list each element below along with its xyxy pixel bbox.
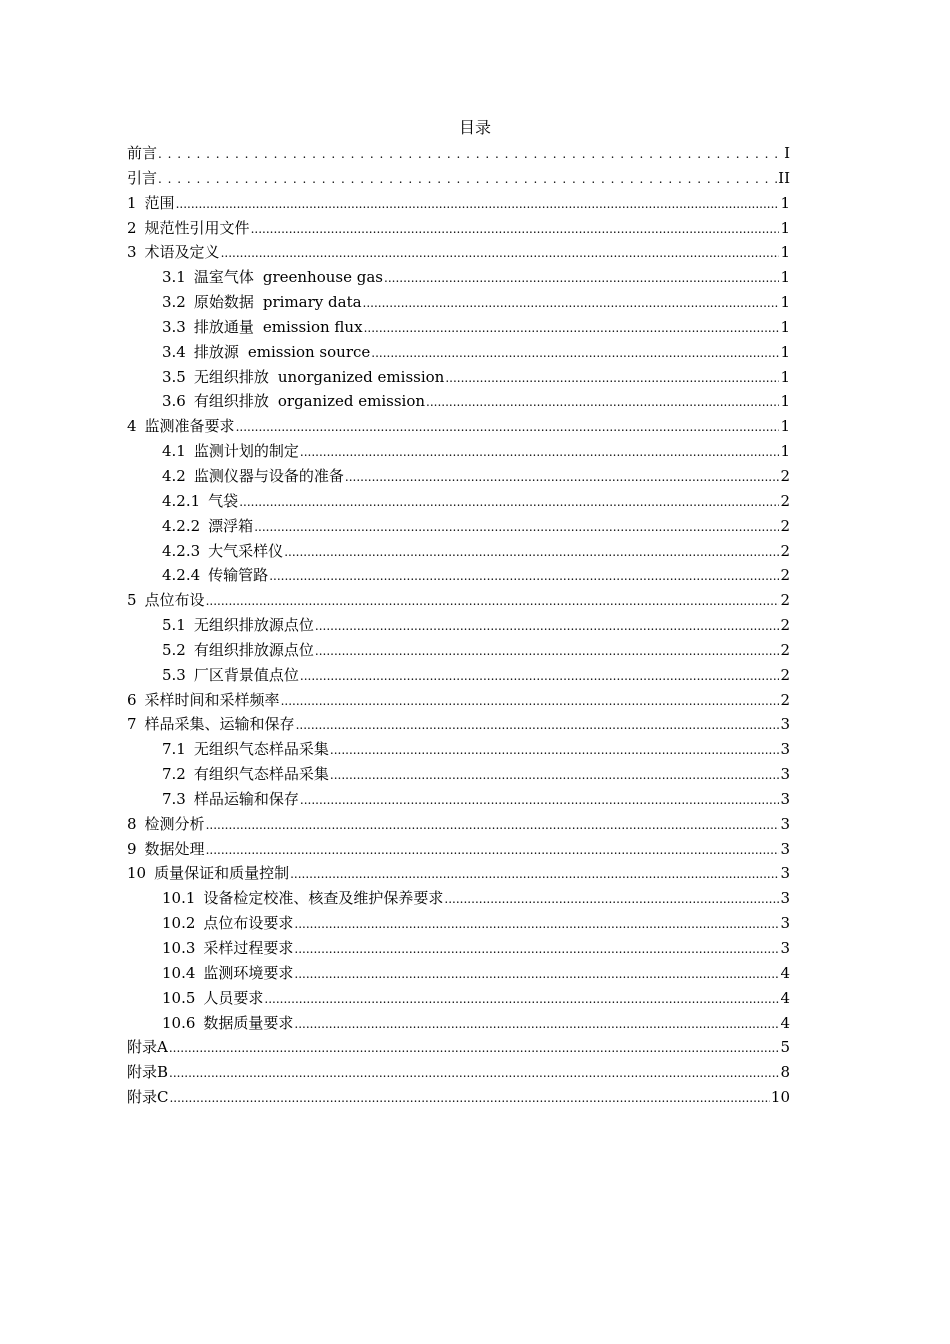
toc-entry-page: 1 [780, 243, 790, 262]
toc-entry-page: 3 [780, 789, 790, 808]
toc-entry-number: 4.2.4 [162, 566, 201, 585]
toc-entry[interactable] [127, 265, 790, 290]
toc-entry-page: 3 [780, 889, 790, 908]
toc-entry-text [127, 837, 205, 862]
toc-entry-title: 设备检定校准、核查及维护保养要求 [203, 889, 444, 908]
dot-leader [315, 614, 780, 639]
toc-entry-page: 2 [780, 566, 790, 585]
dot-leader [426, 390, 779, 415]
toc-entry-number: 4.2 [162, 466, 186, 485]
toc-entry-number: 3 [127, 243, 137, 262]
toc-entry-page: 8 [780, 1063, 790, 1082]
toc-entry-title: 点位布设 [144, 591, 205, 610]
dot-leader [290, 862, 779, 887]
toc-entry-page: 3 [780, 939, 790, 957]
toc-entry-page: 2 [780, 491, 790, 510]
dot-leader [294, 937, 779, 962]
toc-entry-number: 6 [127, 690, 137, 709]
dot-leader [384, 266, 779, 291]
toc-entry-page: 1 [780, 392, 790, 411]
toc-entry[interactable] [127, 539, 790, 564]
dot-leader [251, 217, 780, 242]
toc-entry-text [162, 762, 329, 787]
toc-entry-text [162, 886, 443, 911]
toc-entry-number: 10.3 [162, 939, 196, 957]
toc-entry-page: 1 [780, 218, 790, 237]
dot-leader [169, 1036, 780, 1061]
toc-entry-page: 1 [780, 293, 790, 312]
toc-entry-title-en: greenhouse gas [262, 268, 383, 287]
toc-entry-text [127, 166, 157, 191]
toc-entry-page: 1 [780, 442, 790, 461]
toc-entry[interactable] [127, 787, 790, 812]
toc-entry-page: 1 [780, 317, 790, 336]
dot-leader [445, 366, 779, 391]
toc-entry-page: 5 [780, 1038, 790, 1057]
toc-entry[interactable] [127, 961, 790, 986]
toc-entry-page: 4 [780, 963, 790, 982]
dot-leader [239, 490, 779, 515]
toc-entry-page: 2 [780, 690, 790, 709]
toc-entry-text [162, 911, 293, 936]
toc-entry-title: 人员要求 [203, 988, 264, 1007]
toc-entry-number: 3.5 [162, 367, 186, 386]
toc-entry-number: 3.6 [162, 392, 186, 411]
dot-leader [294, 1012, 779, 1037]
toc-entry[interactable] [127, 563, 790, 588]
toc-entry-text [127, 812, 205, 837]
toc-entry-number: 7.3 [162, 789, 186, 808]
dot-leader [236, 415, 780, 440]
dot-leader [444, 887, 779, 912]
toc-entry-title: 数据处理 [144, 839, 205, 858]
table-of-contents [127, 141, 790, 1110]
toc-entry-title: 无组织气态样品采集 [193, 740, 329, 759]
dot-leader [284, 540, 779, 565]
toc-entry-title: 监测仪器与设备的准备 [193, 466, 344, 485]
toc-entry-number: 5.1 [162, 616, 186, 635]
toc-entry-text [162, 986, 263, 1011]
toc-entry-page: 1 [780, 193, 790, 212]
toc-entry-number: 10.5 [162, 988, 196, 1007]
toc-entry-number: 10 [127, 864, 147, 883]
dot-leader [315, 639, 780, 664]
toc-entry[interactable] [127, 861, 790, 886]
toc-entry-title: 样品采集、运输和保存 [144, 715, 295, 734]
toc-entry[interactable] [127, 365, 790, 390]
toc-entry-text [127, 141, 157, 166]
dot-leader [294, 962, 779, 987]
toc-entry-title: 传输管路 [208, 566, 269, 585]
toc-entry[interactable] [127, 837, 790, 862]
toc-entry-number: 8 [127, 814, 137, 833]
toc-entry-title-en: organized emission [277, 392, 426, 411]
toc-entry-text [127, 191, 175, 216]
toc-entry[interactable] [127, 240, 790, 265]
dot-leader [158, 167, 777, 192]
toc-entry-title: 监测计划的制定 [193, 442, 299, 461]
toc-entry-page: 3 [780, 864, 790, 883]
toc-entry-page: 2 [780, 516, 790, 535]
toc-entry[interactable] [127, 1011, 790, 1036]
dot-leader [300, 664, 780, 689]
dot-leader [206, 589, 780, 614]
toc-entry-page: 2 [780, 616, 790, 635]
dot-leader [345, 465, 780, 490]
toc-entry[interactable] [127, 166, 790, 191]
toc-entry-page: 3 [780, 765, 790, 784]
toc-entry-page: 3 [780, 814, 790, 833]
toc-entry-number: 4 [127, 417, 137, 436]
toc-entry[interactable] [127, 886, 790, 911]
toc-entry-text [162, 464, 344, 489]
toc-entry-title: 监测准备要求 [144, 417, 235, 436]
toc-entry-title: 监测环境要求 [203, 963, 294, 982]
toc-entry-text [127, 216, 250, 241]
toc-entry-text [127, 414, 235, 439]
toc-entry-number: 3.1 [162, 268, 186, 287]
toc-entry[interactable] [127, 638, 790, 663]
toc-entry-number: 1 [127, 193, 137, 212]
toc-entry[interactable] [127, 737, 790, 762]
dot-leader [206, 838, 780, 863]
toc-entry-page: 10 [770, 1088, 790, 1107]
toc-entry-text [127, 1035, 168, 1060]
toc-entry-page: 3 [780, 839, 790, 858]
dot-leader [300, 440, 780, 465]
toc-entry-title: 前言 [127, 144, 158, 162]
dot-leader [158, 142, 783, 167]
toc-entry-text [127, 1060, 168, 1085]
toc-entry-page: 3 [780, 715, 790, 734]
toc-entry-text [162, 365, 444, 390]
toc-entry-number: 10.4 [162, 963, 196, 982]
toc-entry-number: 9 [127, 839, 137, 858]
dot-leader [169, 1061, 779, 1086]
toc-entry-page: I [784, 144, 790, 162]
toc-entry-title-en: unorganized emission [277, 367, 445, 386]
dot-leader [176, 192, 780, 217]
toc-entry-text [127, 861, 289, 886]
toc-entry-text [162, 439, 299, 464]
toc-entry-title: 规范性引用文件 [144, 218, 250, 237]
dot-leader [294, 912, 779, 937]
dot-leader [330, 738, 780, 763]
toc-entry-number: 3.2 [162, 293, 186, 312]
toc-entry-page: 1 [780, 417, 790, 436]
toc-entry-title-en: emission source [247, 342, 371, 361]
toc-entry-page: 2 [780, 466, 790, 485]
toc-entry-title: 温室气体 [193, 268, 254, 287]
dot-leader [363, 291, 780, 316]
toc-entry[interactable] [127, 1085, 790, 1110]
toc-entry[interactable] [127, 936, 790, 961]
toc-entry-text [162, 563, 268, 588]
toc-entry-text [162, 787, 299, 812]
toc-entry-text [162, 737, 329, 762]
toc-entry-title: 气袋 [208, 491, 239, 510]
dot-leader [364, 316, 780, 341]
toc-entry-page: 4 [780, 1013, 790, 1032]
toc-entry-title: 无组织排放源点位 [193, 616, 314, 635]
toc-entry-text [162, 936, 293, 961]
toc-entry-title: 排放源 [193, 342, 239, 361]
toc-entry[interactable] [127, 688, 790, 713]
toc-entry-title: 数据质量要求 [203, 1013, 294, 1032]
toc-entry-title: 无组织排放 [193, 367, 269, 386]
toc-entry-number: 7.2 [162, 765, 186, 784]
toc-entry-number: 10.6 [162, 1013, 196, 1032]
toc-entry-title: 附录A [127, 1038, 168, 1057]
toc-entry-number: 4.1 [162, 442, 186, 461]
dot-leader [330, 763, 780, 788]
toc-entry-number: 4.2.2 [162, 516, 201, 535]
toc-entry-number: 10.2 [162, 914, 196, 933]
toc-entry[interactable] [127, 464, 790, 489]
toc-entry-text [162, 340, 370, 365]
dot-leader [296, 713, 780, 738]
toc-entry[interactable] [127, 340, 790, 365]
dot-leader [264, 987, 779, 1012]
toc-entry-number: 3.3 [162, 317, 186, 336]
toc-entry-page: 3 [780, 914, 790, 933]
dot-leader [206, 813, 780, 838]
toc-entry-number: 7.1 [162, 740, 186, 759]
toc-entry-text [127, 588, 205, 613]
toc-entry-title: 有组织排放 [193, 392, 269, 411]
toc-entry-title: 术语及定义 [144, 243, 220, 262]
toc-entry-title: 漂浮箱 [208, 516, 254, 535]
toc-entry[interactable] [127, 191, 790, 216]
toc-entry-title: 样品运输和保存 [193, 789, 299, 808]
toc-entry-number: 3.4 [162, 342, 186, 361]
toc-entry[interactable] [127, 290, 790, 315]
toc-entry[interactable] [127, 762, 790, 787]
toc-entry-page: 1 [780, 367, 790, 386]
toc-entry[interactable] [127, 663, 790, 688]
toc-entry[interactable] [127, 514, 790, 539]
toc-entry-number: 10.1 [162, 889, 196, 908]
toc-entry-title: 质量保证和质量控制 [154, 864, 290, 883]
toc-entry-title: 排放通量 [193, 317, 254, 336]
toc-entry[interactable] [127, 911, 790, 936]
toc-entry-page: 2 [780, 640, 790, 659]
toc-entry-text [127, 240, 220, 265]
dot-leader [281, 689, 780, 714]
toc-entry[interactable] [127, 1060, 790, 1085]
toc-entry-title: 采样过程要求 [203, 939, 294, 957]
toc-entry[interactable] [127, 712, 790, 737]
toc-entry-text [162, 1011, 293, 1036]
toc-entry[interactable] [127, 613, 790, 638]
toc-entry-page: 1 [780, 268, 790, 287]
toc-entry[interactable] [127, 588, 790, 613]
toc-entry-title-en: primary data [262, 293, 362, 312]
toc-entry-text [162, 539, 283, 564]
toc-entry-title: 附录B [127, 1063, 169, 1082]
toc-entry-title: 检测分析 [144, 814, 205, 833]
dot-leader [300, 788, 780, 813]
toc-entry[interactable] [127, 439, 790, 464]
toc-entry[interactable] [127, 489, 790, 514]
toc-entry-page: II [778, 168, 790, 187]
toc-entry-text [162, 961, 293, 986]
toc-entry-text [162, 290, 362, 315]
toc-entry-text [162, 265, 383, 290]
toc-entry-page: 4 [780, 988, 790, 1007]
toc-entry-page: 2 [780, 541, 790, 560]
toc-entry-number: 7 [127, 715, 137, 734]
dot-leader [169, 1086, 769, 1111]
dot-leader [269, 564, 779, 589]
toc-entry-text [162, 389, 425, 414]
toc-entry-text [162, 663, 299, 688]
toc-entry-title: 原始数据 [193, 293, 254, 312]
toc-entry-title: 有组织排放源点位 [193, 640, 314, 659]
toc-entry[interactable] [127, 389, 790, 414]
toc-entry-title-en: emission flux [262, 317, 363, 336]
toc-entry[interactable] [127, 1035, 790, 1060]
dot-leader [371, 341, 779, 366]
dot-leader [254, 515, 779, 540]
toc-entry-title: 点位布设要求 [203, 914, 294, 933]
toc-entry-title: 范围 [144, 193, 175, 212]
toc-entry-title: 采样时间和采样频率 [144, 690, 280, 709]
dot-leader [221, 241, 780, 266]
toc-entry-title: 引言 [127, 168, 158, 187]
toc-entry-number: 2 [127, 218, 137, 237]
toc-entry-page: 1 [780, 342, 790, 361]
toc-entry-text [127, 1085, 168, 1110]
toc-entry-text [162, 315, 363, 340]
toc-entry-text [127, 688, 280, 713]
toc-entry-text [162, 613, 314, 638]
toc-entry-number: 4.2.3 [162, 541, 201, 560]
toc-title: 目录 [458, 118, 491, 137]
toc-entry[interactable] [127, 414, 790, 439]
toc-entry-page: 2 [780, 665, 790, 684]
toc-entry-number: 5 [127, 591, 137, 610]
toc-entry-title: 有组织气态样品采集 [193, 765, 329, 784]
toc-entry[interactable] [127, 812, 790, 837]
toc-entry-page: 2 [780, 591, 790, 610]
toc-entry-text [162, 489, 238, 514]
toc-entry-number: 4.2.1 [162, 491, 201, 510]
toc-entry-number: 5.3 [162, 665, 186, 684]
toc-entry[interactable] [127, 315, 790, 340]
toc-entry-page: 3 [780, 740, 790, 759]
toc-entry-title: 附录C [127, 1088, 169, 1107]
toc-entry[interactable] [127, 216, 790, 241]
toc-entry[interactable] [127, 141, 790, 166]
toc-entry-text [162, 638, 314, 663]
toc-entry[interactable] [127, 986, 790, 1011]
toc-entry-title: 厂区背景值点位 [193, 665, 299, 684]
toc-entry-text [162, 514, 253, 539]
toc-entry-text [127, 712, 295, 737]
toc-entry-number: 5.2 [162, 640, 186, 659]
toc-entry-title: 大气采样仪 [208, 541, 284, 560]
